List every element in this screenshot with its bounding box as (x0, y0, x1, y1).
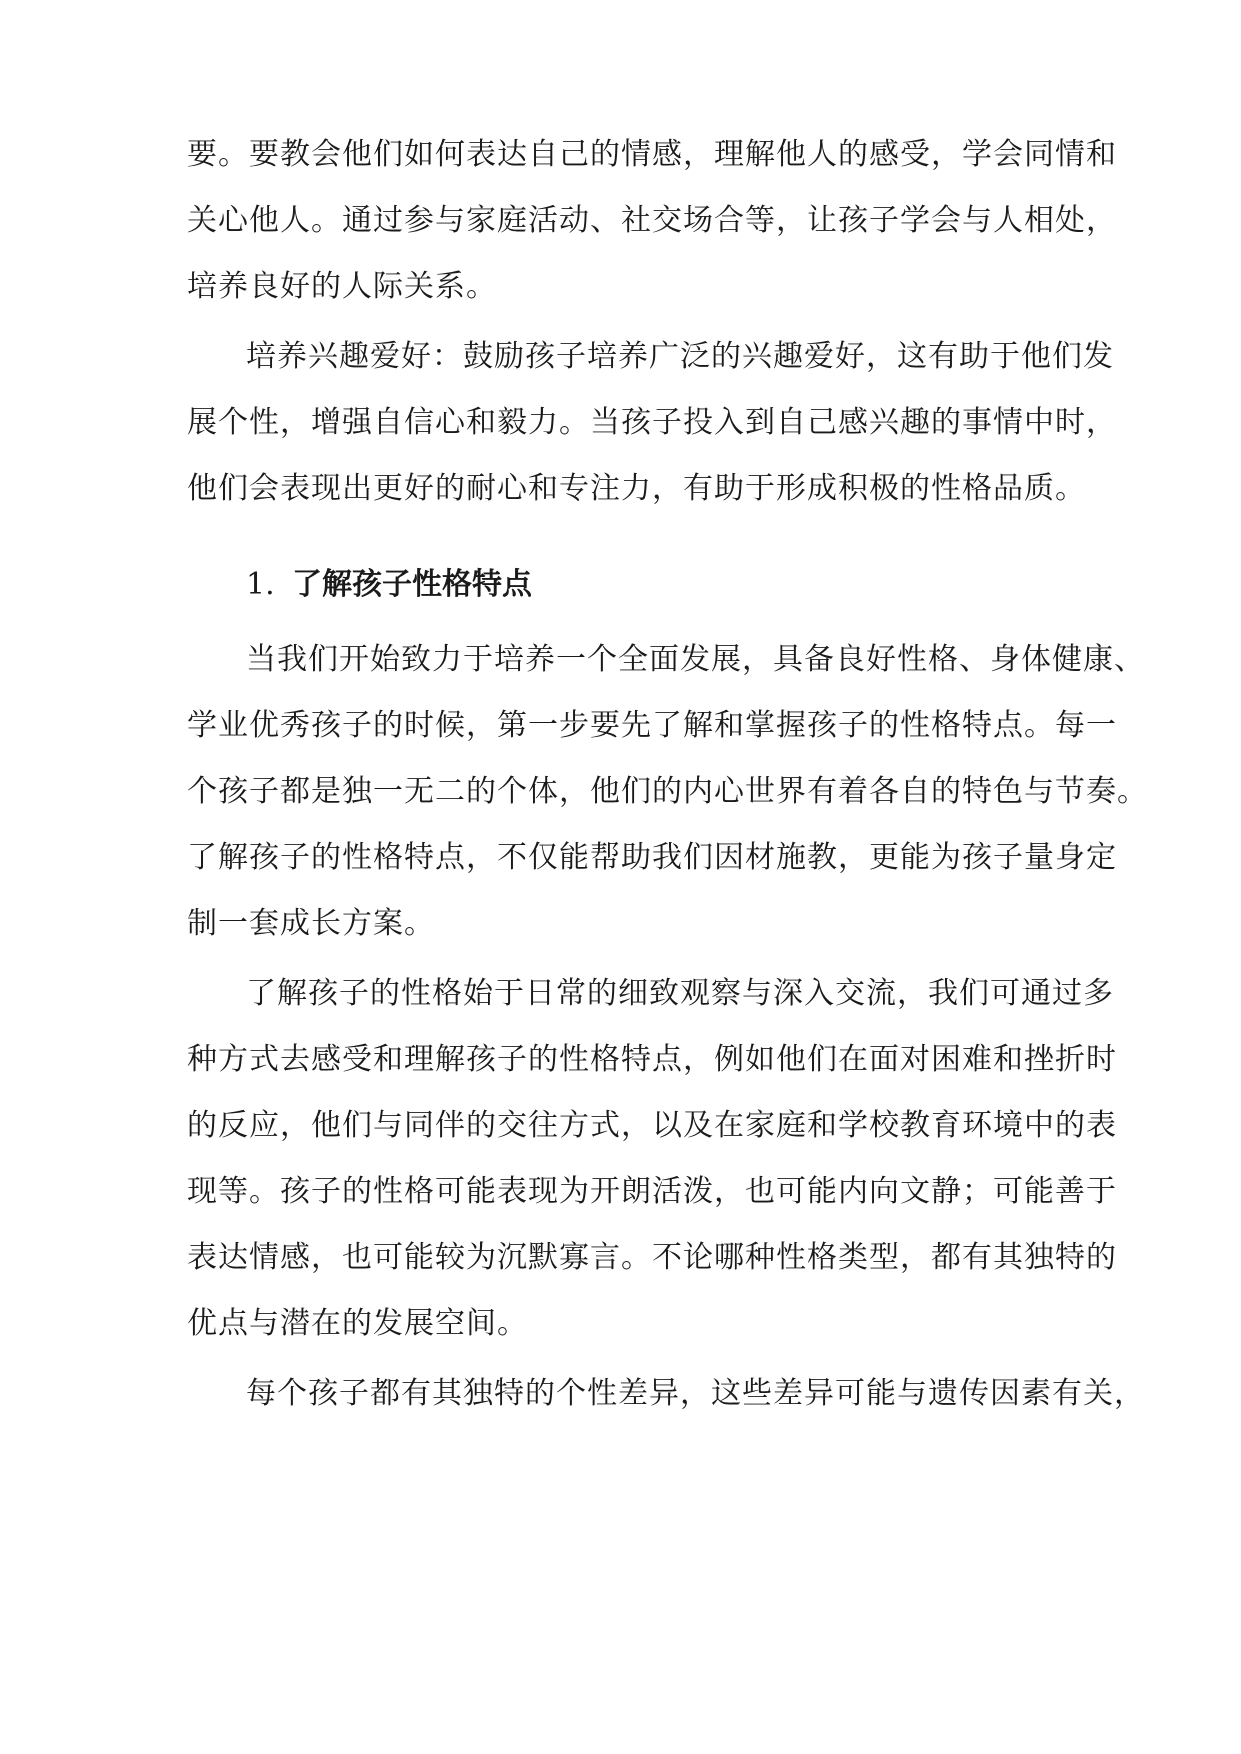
paragraph-line: 个孩子都是独一无二的个体，他们的内心世界有着各自的特色与节奏。 (187, 774, 1148, 809)
paragraph-line: 培养良好的人际关系。 (187, 269, 497, 304)
paragraph-line: 他们会表现出更好的耐心和专注力，有助于形成积极的性格品质。 (187, 471, 1086, 506)
paragraph-line: 表达情感，也可能较为沉默寡言。不论哪种性格类型，都有其独特的 (187, 1240, 1117, 1275)
paragraph-line: 优点与潜在的发展空间。 (187, 1306, 528, 1341)
paragraph-line: 学业优秀孩子的时候，第一步要先了解和掌握孩子的性格特点。每一 (187, 708, 1117, 743)
paragraph-line: 当我们开始致力于培养一个全面发展，具备良好性格、身体健康、 (246, 642, 1145, 677)
paragraph-line: 种方式去感受和理解孩子的性格特点，例如他们在面对困难和挫折时 (187, 1042, 1117, 1077)
heading-text: 了解孩子性格特点 (292, 567, 532, 602)
paragraph-line: 了解孩子的性格始于日常的细致观察与深入交流，我们可通过多 (246, 976, 1114, 1011)
paragraph-line: 展个性，增强自信心和毅力。当孩子投入到自己感兴趣的事情中时， (187, 405, 1117, 440)
paragraph-line: 制一套成长方案。 (187, 906, 435, 941)
paragraph-line: 培养兴趣爱好：鼓励孩子培养广泛的兴趣爱好，这有助于他们发 (246, 339, 1114, 374)
paragraph-line: 要。要教会他们如何表达自己的情感，理解他人的感受，学会同情和 (187, 137, 1117, 172)
section-heading (246, 565, 532, 605)
paragraph-line: 每个孩子都有其独特的个性差异，这些差异可能与遗传因素有关， (246, 1376, 1145, 1411)
paragraph-line: 了解孩子的性格特点，不仅能帮助我们因材施教，更能为孩子量身定 (187, 840, 1117, 875)
paragraph-line: 关心他人。通过参与家庭活动、社交场合等，让孩子学会与人相处， (187, 203, 1117, 238)
paragraph-line: 的反应，他们与同伴的交往方式，以及在家庭和学校教育环境中的表 (187, 1108, 1117, 1143)
heading-number: 1. (246, 567, 275, 602)
paragraph-line: 现等。孩子的性格可能表现为开朗活泼，也可能内向文静；可能善于 (187, 1174, 1117, 1209)
